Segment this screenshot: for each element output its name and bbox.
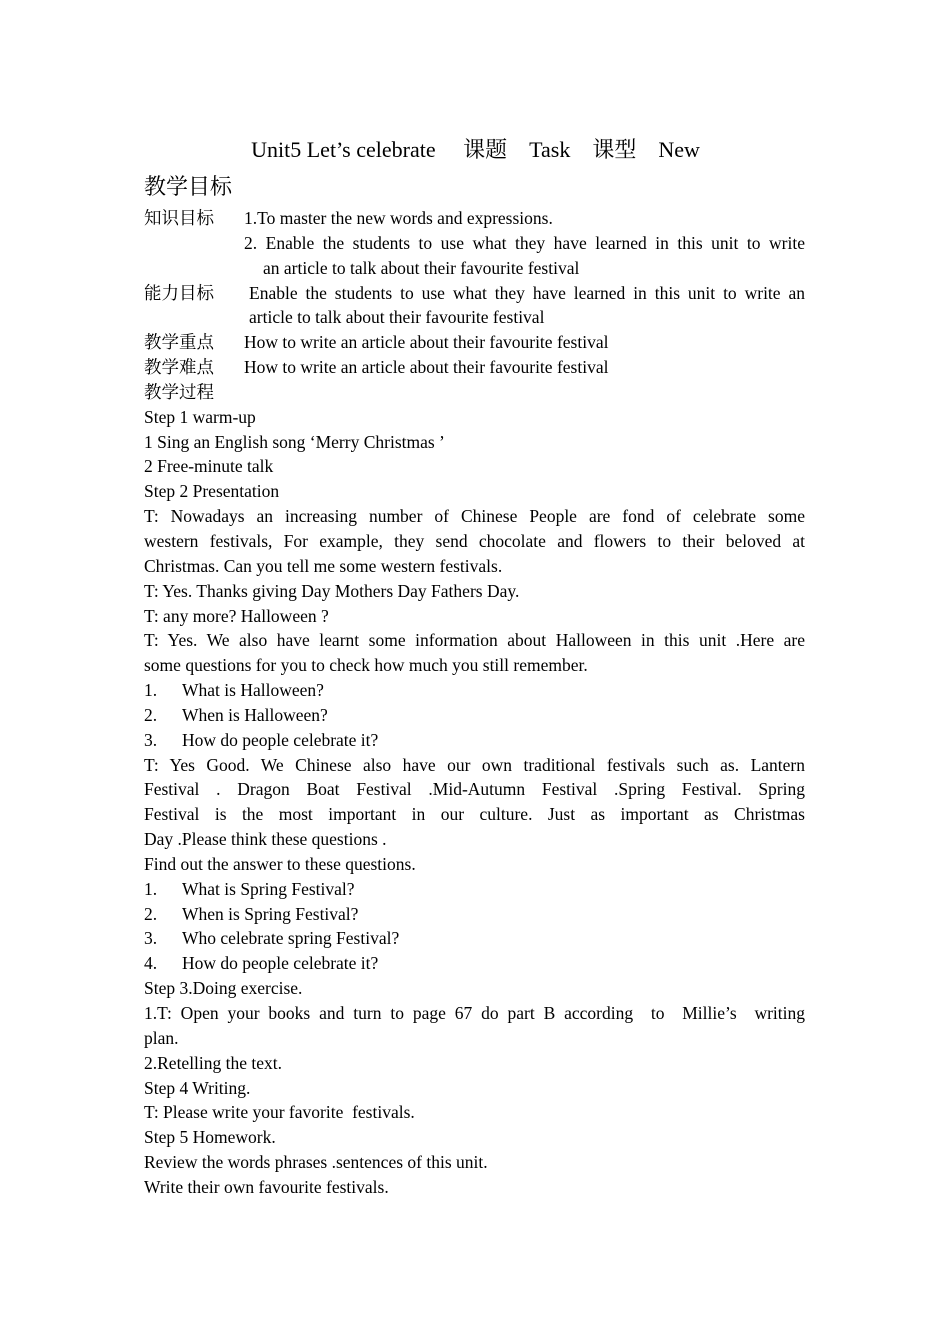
knowledge-text: 1.To master the new words and expressions.	[244, 208, 553, 228]
difficult-point-label: 教学难点	[144, 357, 214, 378]
paragraph-line: T: Yes. We also have learnt some information about Halloween in this unit .Here are	[144, 630, 805, 651]
paragraph-line: Festival . Dragon Boat Festival .Mid-Autumn Festival .Spring Festival. Spring	[144, 779, 805, 800]
list-item	[144, 678, 805, 703]
knowledge-text: 2. Enable the students to use what they have learned in this unit to write	[244, 232, 805, 253]
paragraph-line: 2 Free-minute talk	[144, 456, 274, 477]
paragraph-line: Day .Please think these questions .	[144, 829, 387, 850]
paragraph-line: T: Nowadays an increasing number of Chinese People are fond of celebrate some	[144, 506, 805, 527]
paragraph-line: 1.T: Open your books and turn to page 67 do part B according to Millie’s writing	[144, 1003, 805, 1023]
list-item	[144, 926, 805, 951]
step-heading: Step 5 Homework.	[144, 1127, 276, 1148]
ability-text: Enable the students to use what they have learned in this unit to write an	[249, 282, 805, 303]
list-text: How do people celebrate it?	[182, 953, 379, 974]
list-item	[144, 877, 805, 902]
list-text: How do people celebrate it?	[182, 729, 379, 750]
paragraph-line: 2.Retelling the text.	[144, 1052, 283, 1073]
list-number: 3.	[144, 928, 158, 949]
list-text: When is Spring Festival?	[182, 903, 359, 924]
paragraph-line: T: any more? Halloween ?	[144, 605, 329, 626]
list-number: 2.	[144, 704, 158, 725]
knowledge-text: an article to talk about their favourite festival	[263, 257, 580, 278]
list-number: 3.	[144, 729, 158, 750]
paragraph-line: T: Yes. Thanks giving Day Mothers Day Fathers Day.	[144, 580, 520, 601]
section-heading: 教学目标	[144, 174, 233, 199]
ability-text: article to talk about their favourite festival	[249, 307, 545, 328]
list-number: 4.	[144, 953, 158, 974]
lesson-plan-document	[144, 132, 805, 1200]
list-item	[144, 728, 805, 753]
paragraph-line: Festival is the most important in our culture. Just as important as Christmas	[144, 804, 805, 825]
key-point-label: 教学重点	[144, 332, 214, 353]
step-heading: Step 1 warm-up	[144, 406, 256, 427]
ability-label: 能力目标	[144, 282, 214, 303]
list-text: When is Halloween?	[182, 704, 328, 725]
list-number: 1.	[144, 680, 158, 701]
paragraph-line: Find out the answer to these questions.	[144, 853, 416, 874]
list-text: What is Halloween?	[182, 680, 324, 701]
list-text: What is Spring Festival?	[182, 878, 355, 899]
key-point-text: How to write an article about their favourite festival	[244, 332, 609, 353]
step-heading: Step 3.Doing exercise.	[144, 978, 303, 999]
paragraph-line: T: Yes Good. We Chinese also have our own traditional festivals such as. Lantern	[144, 754, 805, 775]
list-item	[144, 703, 805, 728]
paragraph-line: western festivals, For example, they send chocolate and flowers to their beloved at	[144, 530, 805, 551]
paragraph-line: Christmas. Can you tell me some western festivals.	[144, 555, 503, 576]
paragraph-line: plan.	[144, 1027, 179, 1048]
paragraph-line: Review the words phrases .sentences of this unit.	[144, 1152, 488, 1173]
knowledge-objective-row	[144, 206, 805, 231]
step-heading: Step 2 Presentation	[144, 481, 280, 502]
list-number: 2.	[144, 903, 158, 924]
paragraph-line: T: Please write your favorite festivals.	[144, 1102, 415, 1123]
difficult-point-text: How to write an article about their favourite festival	[244, 357, 609, 378]
paragraph-line: some questions for you to check how much you still remember.	[144, 655, 588, 676]
ability-objective-row	[144, 281, 805, 306]
list-number: 1.	[144, 878, 158, 899]
list-text: Who celebrate spring Festival?	[182, 928, 400, 949]
paragraph-line: Write their own favourite festivals.	[144, 1176, 389, 1197]
list-item	[144, 902, 805, 927]
difficult-point-row	[144, 355, 805, 380]
knowledge-label: 知识目标	[144, 208, 214, 228]
paragraph-line: 1 Sing an English song ‘Merry Christmas ’	[144, 431, 445, 452]
list-item	[144, 951, 805, 976]
process-label: 教学过程	[144, 381, 214, 402]
document-title: Unit5 Let’s celebrate 课题 Task 课型 New	[251, 137, 700, 162]
step-heading: Step 4 Writing.	[144, 1077, 251, 1098]
key-point-row	[144, 330, 805, 355]
